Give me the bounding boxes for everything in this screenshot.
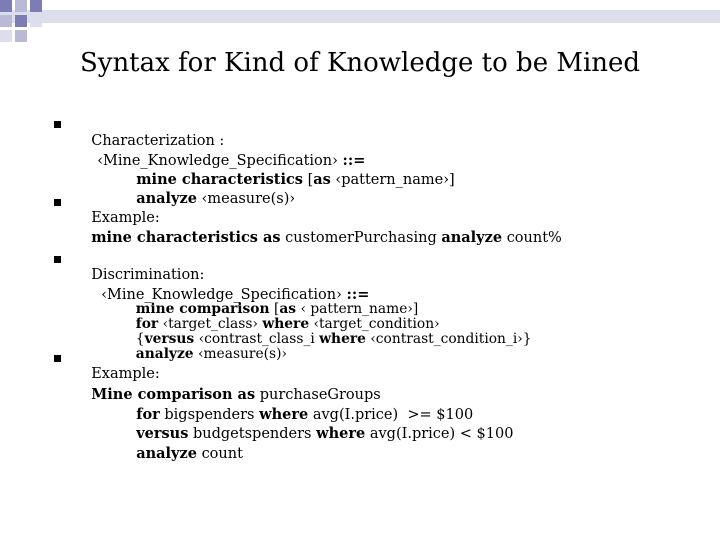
discrimination-example-versus-line: versus budgetspenders where avg(I.price) < $100 <box>136 425 514 442</box>
deco-square <box>0 30 12 42</box>
deco-square <box>30 0 42 12</box>
bullet-marker <box>54 199 61 206</box>
discrimination-versus-line: {versus ‹contrast_class_i where ‹contrast_condition_i›} <box>135 331 532 347</box>
bullet-marker <box>54 256 61 263</box>
deco-square <box>15 0 27 12</box>
characterization-rule: ‹Mine_Knowledge_Specification› ::= <box>97 152 366 169</box>
discrimination-mine-line: mine comparison [as ‹ pattern_name›] <box>135 301 419 317</box>
characterization-example-line: mine characteristics as customerPurchasing analyze count% <box>91 229 562 246</box>
discrimination-rule: ‹Mine_Knowledge_Specification› ::= <box>101 286 370 303</box>
corner-decoration <box>0 0 720 50</box>
bullet-marker <box>54 121 61 128</box>
bullet-marker <box>54 355 61 362</box>
deco-square <box>15 30 27 42</box>
characterization-heading: Characterization : <box>91 133 225 149</box>
characterization-analyze-line: analyze ‹measure(s)› <box>136 190 296 207</box>
characterization-mine-line: mine characteristics [as ‹pattern_name›] <box>136 171 455 188</box>
deco-square <box>0 15 12 27</box>
discrimination-heading: Discrimination: <box>91 267 205 283</box>
deco-square <box>15 15 27 27</box>
deco-bar <box>0 10 720 23</box>
discrimination-example-for-line: for bigspenders where avg(I.price) >= $100 <box>136 406 474 423</box>
deco-square <box>30 15 42 27</box>
discrimination-analyze-line: analyze ‹measure(s)› <box>135 346 288 362</box>
slide-title: Syntax for Kind of Knowledge to be Mined <box>79 48 641 78</box>
characterization-example-heading: Example: <box>91 210 160 226</box>
discrimination-example-mine-line: Mine comparison as purchaseGroups <box>91 386 381 403</box>
deco-square <box>0 0 12 12</box>
discrimination-for-line: for ‹target_class› where ‹target_condition› <box>135 316 440 332</box>
discrimination-example-heading: Example: <box>91 366 160 382</box>
discrimination-example-analyze-line: analyze count <box>136 445 243 462</box>
